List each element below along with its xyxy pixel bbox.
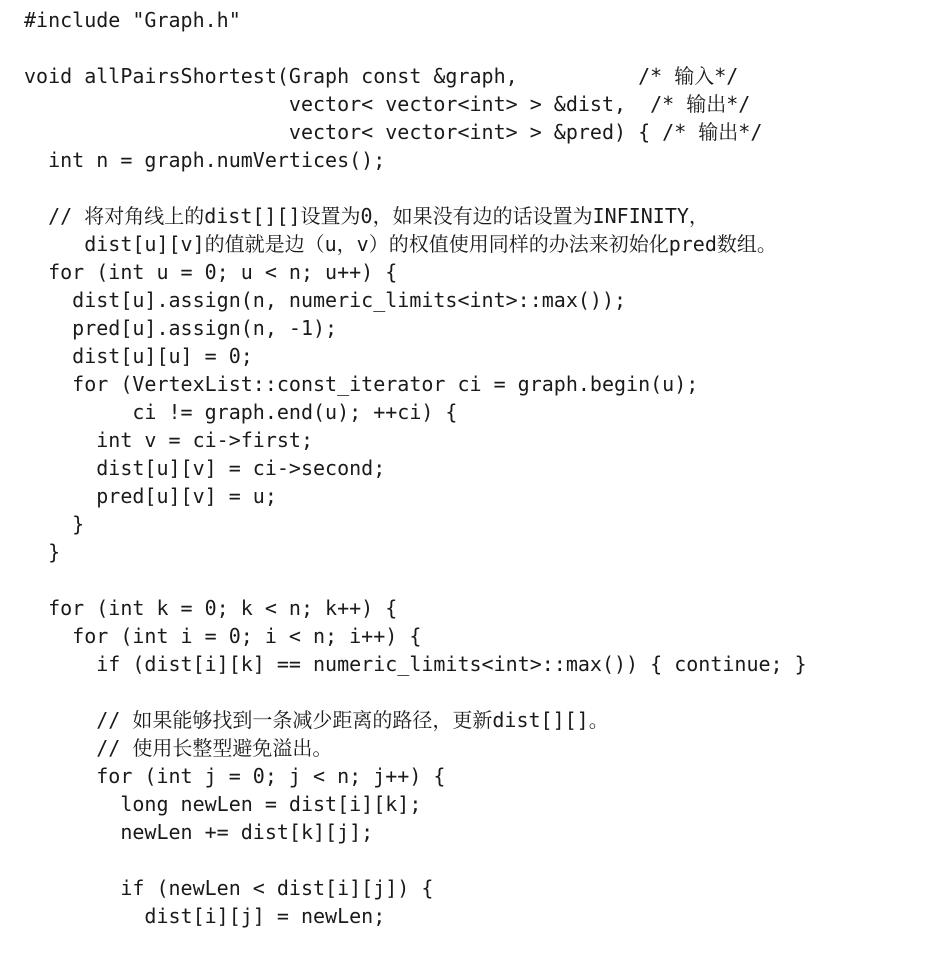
code-line-blank (24, 174, 807, 202)
code-line-for-u: for (int u = 0; u < n; u++) { (24, 260, 398, 284)
code-line-if-continue: if (dist[i][k] == numeric_limits<int>::max()) { continue; } (24, 652, 807, 676)
code-line-param-dist: vector< vector<int> > &dist, /* 输出*/ (24, 92, 751, 116)
code-line-int-v: int v = ci->first; (24, 428, 313, 452)
code-line-for-k: for (int k = 0; k < n; k++) { (24, 596, 398, 620)
code-line-dist-uv: dist[u][v] = ci->second; (24, 456, 386, 480)
code-line-pred-assign: pred[u].assign(n, -1); (24, 316, 338, 340)
code-line-function-signature: void allPairsShortest(Graph const &graph, /* 输入*/ (24, 64, 739, 88)
code-line-close-brace: } (24, 540, 61, 564)
code-comment-update-2: // 使用长整型避免溢出。 (24, 736, 333, 760)
code-line-newlen-init: long newLen = dist[i][k]; (24, 792, 422, 816)
code-line-blank (24, 34, 807, 62)
code-line-blank (24, 678, 807, 706)
code-line-if-newlen: if (newLen < dist[i][j]) { (24, 876, 434, 900)
code-line-newlen-add: newLen += dist[k][j]; (24, 820, 374, 844)
code-listing (24, 6, 807, 930)
code-comment-init-1: // 将对角线上的dist[][]设置为0，如果没有边的话设置为INFINITY， (24, 204, 709, 228)
code-line-blank (24, 846, 807, 874)
code-line-include: #include "Graph.h" (24, 8, 241, 32)
code-line-pred-uv: pred[u][v] = u; (24, 484, 277, 508)
code-line-dist-diagonal: dist[u][u] = 0; (24, 344, 253, 368)
code-line-for-ci: for (VertexList::const_iterator ci = graph.begin(u); (24, 372, 699, 396)
code-line-blank (24, 566, 807, 594)
code-line-dist-ij: dist[i][j] = newLen; (24, 904, 386, 928)
code-line-for-ci-cond: ci != graph.end(u); ++ci) { (24, 400, 458, 424)
code-line-dist-assign: dist[u].assign(n, numeric_limits<int>::max()); (24, 288, 627, 312)
code-comment-update-1: // 如果能够找到一条减少距离的路径，更新dist[][]。 (24, 708, 609, 732)
code-line-num-vertices: int n = graph.numVertices(); (24, 148, 386, 172)
code-line-param-pred: vector< vector<int> > &pred) { /* 输出*/ (24, 120, 763, 144)
code-line-close-brace: } (24, 512, 85, 536)
code-line-for-j: for (int j = 0; j < n; j++) { (24, 764, 446, 788)
code-comment-init-2: dist[u][v]的值就是边（u，v）的权值使用同样的办法来初始化pred数组。 (24, 232, 777, 256)
code-line-for-i: for (int i = 0; i < n; i++) { (24, 624, 422, 648)
